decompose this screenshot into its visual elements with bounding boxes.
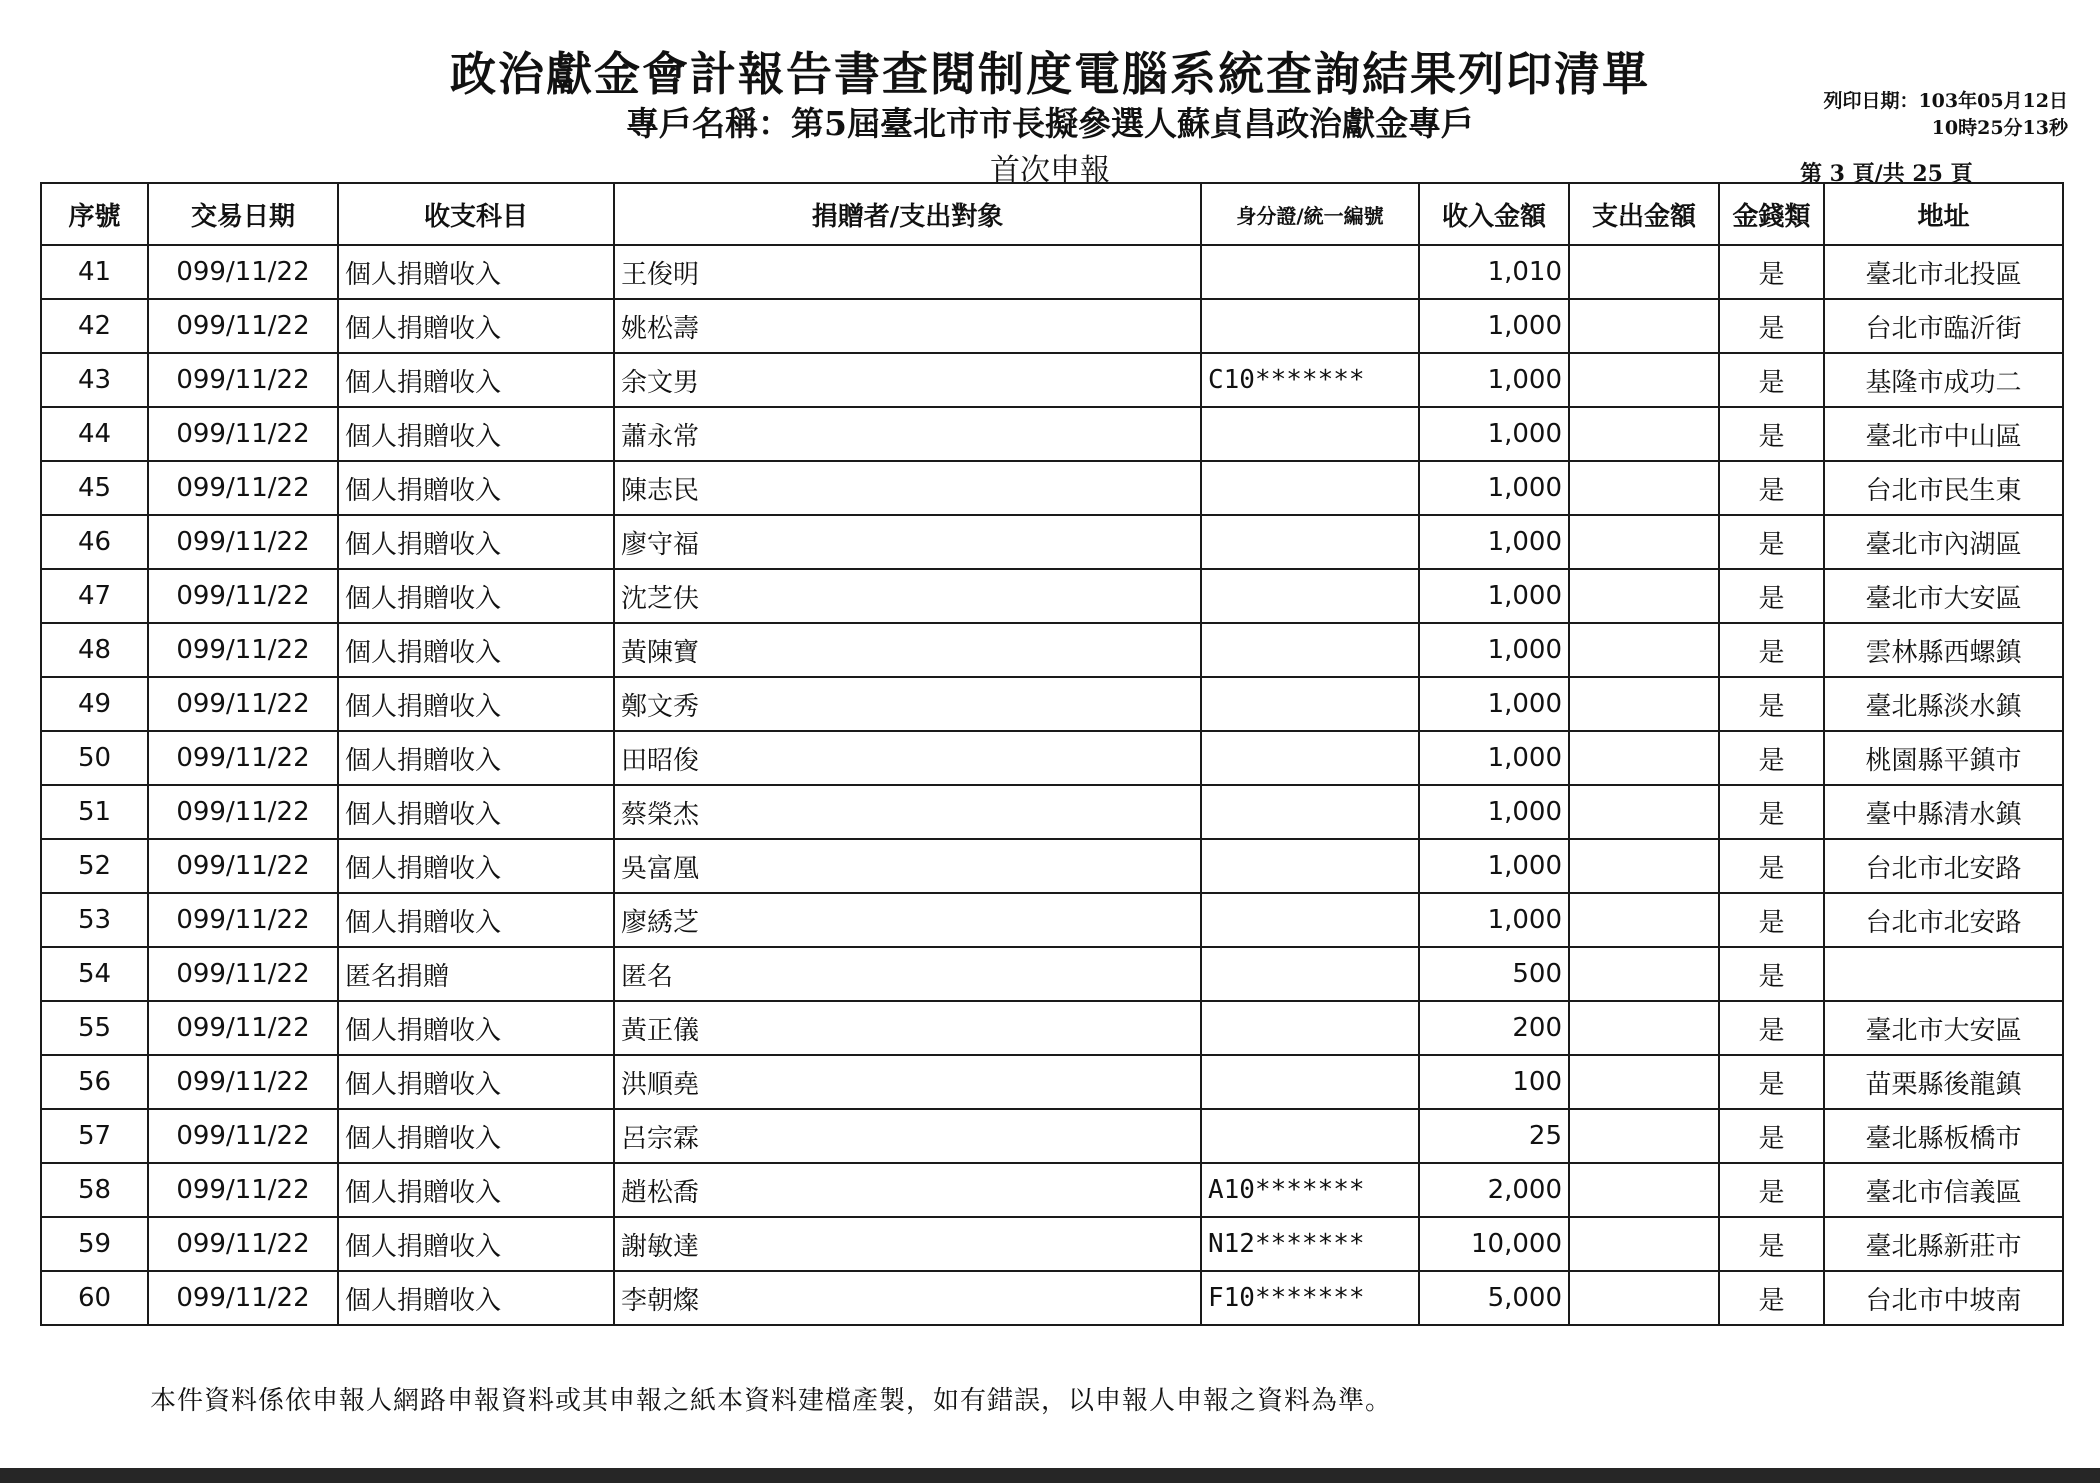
cell-date: 099/11/22 bbox=[148, 1055, 338, 1109]
cell-seq: 41 bbox=[41, 245, 148, 299]
cell-category: 個人捐贈收入 bbox=[338, 353, 614, 407]
cell-id bbox=[1201, 677, 1419, 731]
cell-income: 1,000 bbox=[1419, 785, 1569, 839]
table-row bbox=[41, 785, 2063, 839]
cell-donor: 廖綉芝 bbox=[614, 893, 1201, 947]
cell-id: N12******* bbox=[1201, 1217, 1419, 1271]
print-date: 列印日期：103年05月12日 bbox=[1823, 90, 2068, 112]
cell-date: 099/11/22 bbox=[148, 893, 338, 947]
cell-seq: 58 bbox=[41, 1163, 148, 1217]
column-header-date: 交易日期 bbox=[148, 183, 338, 245]
cell-income: 25 bbox=[1419, 1109, 1569, 1163]
cell-category: 個人捐贈收入 bbox=[338, 461, 614, 515]
cell-donor: 黃正儀 bbox=[614, 1001, 1201, 1055]
cell-income: 5,000 bbox=[1419, 1271, 1569, 1325]
cell-id bbox=[1201, 299, 1419, 353]
table-row bbox=[41, 1217, 2063, 1271]
cell-id bbox=[1201, 407, 1419, 461]
cell-seq: 60 bbox=[41, 1271, 148, 1325]
cell-category: 個人捐贈收入 bbox=[338, 1001, 614, 1055]
cell-income: 1,000 bbox=[1419, 623, 1569, 677]
cell-date: 099/11/22 bbox=[148, 1001, 338, 1055]
cell-expense bbox=[1569, 461, 1719, 515]
cell-expense bbox=[1569, 1001, 1719, 1055]
footnote: 本件資料係依申報人網路申報資料或其申報之紙本資料建檔產製，如有錯誤，以申報人申報之資料為準。 bbox=[150, 1386, 1393, 1416]
cell-date: 099/11/22 bbox=[148, 569, 338, 623]
cell-category: 個人捐贈收入 bbox=[338, 1163, 614, 1217]
cell-cash: 是 bbox=[1719, 1055, 1824, 1109]
column-header-category: 收支科目 bbox=[338, 183, 614, 245]
cell-id bbox=[1201, 623, 1419, 677]
cell-address: 臺北市北投區 bbox=[1824, 245, 2063, 299]
cell-expense bbox=[1569, 515, 1719, 569]
cell-category: 個人捐贈收入 bbox=[338, 569, 614, 623]
cell-date: 099/11/22 bbox=[148, 299, 338, 353]
cell-cash: 是 bbox=[1719, 1217, 1824, 1271]
cell-cash: 是 bbox=[1719, 461, 1824, 515]
cell-id: C10******* bbox=[1201, 353, 1419, 407]
cell-cash: 是 bbox=[1719, 1109, 1824, 1163]
cell-date: 099/11/22 bbox=[148, 1271, 338, 1325]
table-row bbox=[41, 1163, 2063, 1217]
column-header-cash: 金錢類 bbox=[1719, 183, 1824, 245]
table-row bbox=[41, 407, 2063, 461]
cell-donor: 謝敏達 bbox=[614, 1217, 1201, 1271]
cell-donor: 蕭永常 bbox=[614, 407, 1201, 461]
cell-donor: 鄭文秀 bbox=[614, 677, 1201, 731]
cell-donor: 黃陳寶 bbox=[614, 623, 1201, 677]
donation-table bbox=[40, 182, 2064, 1326]
cell-address: 臺北縣新莊市 bbox=[1824, 1217, 2063, 1271]
cell-id bbox=[1201, 893, 1419, 947]
cell-id bbox=[1201, 1109, 1419, 1163]
cell-date: 099/11/22 bbox=[148, 353, 338, 407]
cell-cash: 是 bbox=[1719, 893, 1824, 947]
cell-category: 個人捐贈收入 bbox=[338, 785, 614, 839]
report-type: 首次申報 bbox=[990, 153, 1110, 188]
cell-donor: 余文男 bbox=[614, 353, 1201, 407]
cell-expense bbox=[1569, 1055, 1719, 1109]
account-name: 專戶名稱：第5屆臺北市市長擬參選人蘇貞昌政治獻金專戶 bbox=[626, 104, 1474, 143]
cell-donor: 洪順堯 bbox=[614, 1055, 1201, 1109]
cell-address: 臺北市大安區 bbox=[1824, 569, 2063, 623]
cell-category: 個人捐贈收入 bbox=[338, 677, 614, 731]
cell-category: 個人捐贈收入 bbox=[338, 245, 614, 299]
scan-bottom-edge bbox=[0, 1468, 2100, 1483]
cell-date: 099/11/22 bbox=[148, 245, 338, 299]
cell-expense bbox=[1569, 947, 1719, 1001]
cell-address: 臺北市內湖區 bbox=[1824, 515, 2063, 569]
cell-category: 個人捐贈收入 bbox=[338, 839, 614, 893]
cell-seq: 46 bbox=[41, 515, 148, 569]
cell-date: 099/11/22 bbox=[148, 785, 338, 839]
cell-category: 個人捐贈收入 bbox=[338, 1271, 614, 1325]
cell-expense bbox=[1569, 353, 1719, 407]
cell-date: 099/11/22 bbox=[148, 461, 338, 515]
cell-address: 臺中縣清水鎮 bbox=[1824, 785, 2063, 839]
cell-date: 099/11/22 bbox=[148, 515, 338, 569]
table-row bbox=[41, 461, 2063, 515]
cell-donor: 李朝燦 bbox=[614, 1271, 1201, 1325]
cell-cash: 是 bbox=[1719, 299, 1824, 353]
cell-cash: 是 bbox=[1719, 677, 1824, 731]
cell-donor: 吳富凰 bbox=[614, 839, 1201, 893]
cell-seq: 43 bbox=[41, 353, 148, 407]
cell-expense bbox=[1569, 893, 1719, 947]
cell-income: 2,000 bbox=[1419, 1163, 1569, 1217]
cell-expense bbox=[1569, 1217, 1719, 1271]
table-row bbox=[41, 839, 2063, 893]
cell-address: 基隆市成功二 bbox=[1824, 353, 2063, 407]
cell-seq: 50 bbox=[41, 731, 148, 785]
cell-seq: 52 bbox=[41, 839, 148, 893]
cell-address: 台北市北安路 bbox=[1824, 839, 2063, 893]
cell-address: 臺北縣板橋市 bbox=[1824, 1109, 2063, 1163]
cell-id bbox=[1201, 1055, 1419, 1109]
table-row bbox=[41, 515, 2063, 569]
cell-seq: 51 bbox=[41, 785, 148, 839]
cell-cash: 是 bbox=[1719, 1001, 1824, 1055]
column-header-id: 身分證/統一編號 bbox=[1201, 183, 1419, 245]
cell-donor: 呂宗霖 bbox=[614, 1109, 1201, 1163]
cell-seq: 44 bbox=[41, 407, 148, 461]
cell-cash: 是 bbox=[1719, 839, 1824, 893]
cell-id bbox=[1201, 515, 1419, 569]
cell-date: 099/11/22 bbox=[148, 731, 338, 785]
cell-expense bbox=[1569, 839, 1719, 893]
cell-date: 099/11/22 bbox=[148, 947, 338, 1001]
column-header-seq: 序號 bbox=[41, 183, 148, 245]
cell-seq: 57 bbox=[41, 1109, 148, 1163]
cell-category: 個人捐贈收入 bbox=[338, 893, 614, 947]
cell-id bbox=[1201, 731, 1419, 785]
page-info: 第 3 頁/共 25 頁 bbox=[1800, 161, 1973, 187]
cell-income: 1,000 bbox=[1419, 461, 1569, 515]
column-header-donor: 捐贈者/支出對象 bbox=[614, 183, 1201, 245]
cell-id bbox=[1201, 785, 1419, 839]
cell-income: 1,000 bbox=[1419, 353, 1569, 407]
table-row bbox=[41, 623, 2063, 677]
cell-expense bbox=[1569, 569, 1719, 623]
table-row bbox=[41, 893, 2063, 947]
cell-expense bbox=[1569, 1271, 1719, 1325]
cell-category: 個人捐贈收入 bbox=[338, 407, 614, 461]
cell-category: 個人捐贈收入 bbox=[338, 731, 614, 785]
cell-cash: 是 bbox=[1719, 515, 1824, 569]
cell-id bbox=[1201, 1001, 1419, 1055]
cell-date: 099/11/22 bbox=[148, 839, 338, 893]
cell-cash: 是 bbox=[1719, 785, 1824, 839]
cell-date: 099/11/22 bbox=[148, 623, 338, 677]
cell-expense bbox=[1569, 677, 1719, 731]
cell-date: 099/11/22 bbox=[148, 407, 338, 461]
cell-id: F10******* bbox=[1201, 1271, 1419, 1325]
cell-seq: 59 bbox=[41, 1217, 148, 1271]
cell-income: 200 bbox=[1419, 1001, 1569, 1055]
cell-address: 台北市民生東 bbox=[1824, 461, 2063, 515]
cell-income: 500 bbox=[1419, 947, 1569, 1001]
cell-donor: 陳志民 bbox=[614, 461, 1201, 515]
print-info bbox=[1823, 88, 2068, 142]
cell-seq: 45 bbox=[41, 461, 148, 515]
cell-address: 台北市北安路 bbox=[1824, 893, 2063, 947]
cell-expense bbox=[1569, 1109, 1719, 1163]
cell-donor: 趙松喬 bbox=[614, 1163, 1201, 1217]
cell-income: 1,000 bbox=[1419, 731, 1569, 785]
cell-income: 1,000 bbox=[1419, 515, 1569, 569]
cell-id bbox=[1201, 569, 1419, 623]
table-row bbox=[41, 299, 2063, 353]
cell-address: 苗栗縣後龍鎮 bbox=[1824, 1055, 2063, 1109]
cell-expense bbox=[1569, 245, 1719, 299]
cell-date: 099/11/22 bbox=[148, 677, 338, 731]
table-row bbox=[41, 1271, 2063, 1325]
cell-date: 099/11/22 bbox=[148, 1217, 338, 1271]
cell-income: 1,000 bbox=[1419, 839, 1569, 893]
cell-category: 個人捐贈收入 bbox=[338, 1109, 614, 1163]
table-header-row bbox=[41, 183, 2063, 245]
cell-address: 台北市臨沂街 bbox=[1824, 299, 2063, 353]
cell-cash: 是 bbox=[1719, 1271, 1824, 1325]
cell-cash: 是 bbox=[1719, 353, 1824, 407]
cell-id bbox=[1201, 245, 1419, 299]
table-row bbox=[41, 245, 2063, 299]
cell-category: 個人捐贈收入 bbox=[338, 1217, 614, 1271]
cell-seq: 53 bbox=[41, 893, 148, 947]
cell-cash: 是 bbox=[1719, 569, 1824, 623]
cell-category: 個人捐贈收入 bbox=[338, 1055, 614, 1109]
cell-seq: 47 bbox=[41, 569, 148, 623]
cell-cash: 是 bbox=[1719, 731, 1824, 785]
table-row bbox=[41, 569, 2063, 623]
cell-address: 臺北縣淡水鎮 bbox=[1824, 677, 2063, 731]
cell-income: 1,010 bbox=[1419, 245, 1569, 299]
cell-date: 099/11/22 bbox=[148, 1109, 338, 1163]
cell-donor: 沈芝伕 bbox=[614, 569, 1201, 623]
cell-address: 臺北市中山區 bbox=[1824, 407, 2063, 461]
table-row bbox=[41, 677, 2063, 731]
cell-expense bbox=[1569, 623, 1719, 677]
table-row bbox=[41, 1055, 2063, 1109]
cell-expense bbox=[1569, 785, 1719, 839]
column-header-income: 收入金額 bbox=[1419, 183, 1569, 245]
cell-category: 個人捐贈收入 bbox=[338, 299, 614, 353]
cell-cash: 是 bbox=[1719, 947, 1824, 1001]
cell-expense bbox=[1569, 1163, 1719, 1217]
cell-seq: 54 bbox=[41, 947, 148, 1001]
cell-category: 個人捐贈收入 bbox=[338, 515, 614, 569]
cell-expense bbox=[1569, 299, 1719, 353]
cell-donor: 匿名 bbox=[614, 947, 1201, 1001]
cell-id bbox=[1201, 947, 1419, 1001]
cell-expense bbox=[1569, 407, 1719, 461]
cell-id bbox=[1201, 839, 1419, 893]
cell-address: 雲林縣西螺鎮 bbox=[1824, 623, 2063, 677]
cell-date: 099/11/22 bbox=[148, 1163, 338, 1217]
cell-income: 1,000 bbox=[1419, 299, 1569, 353]
report-title: 政治獻金會計報告書查閱制度電腦系統查詢結果列印清單 bbox=[450, 47, 1650, 101]
cell-income: 1,000 bbox=[1419, 677, 1569, 731]
cell-category: 匿名捐贈 bbox=[338, 947, 614, 1001]
column-header-expense: 支出金額 bbox=[1569, 183, 1719, 245]
cell-cash: 是 bbox=[1719, 245, 1824, 299]
cell-id bbox=[1201, 461, 1419, 515]
cell-seq: 48 bbox=[41, 623, 148, 677]
column-header-address: 地址 bbox=[1824, 183, 2063, 245]
cell-seq: 42 bbox=[41, 299, 148, 353]
cell-seq: 55 bbox=[41, 1001, 148, 1055]
print-time: 10時25分13秒 bbox=[1931, 117, 2068, 139]
cell-seq: 56 bbox=[41, 1055, 148, 1109]
table-row bbox=[41, 1109, 2063, 1163]
cell-income: 1,000 bbox=[1419, 407, 1569, 461]
table-row bbox=[41, 1001, 2063, 1055]
cell-address: 臺北市信義區 bbox=[1824, 1163, 2063, 1217]
table-row bbox=[41, 353, 2063, 407]
table-row bbox=[41, 947, 2063, 1001]
cell-expense bbox=[1569, 731, 1719, 785]
cell-address: 桃園縣平鎮市 bbox=[1824, 731, 2063, 785]
cell-income: 1,000 bbox=[1419, 893, 1569, 947]
cell-cash: 是 bbox=[1719, 1163, 1824, 1217]
cell-address bbox=[1824, 947, 2063, 1001]
cell-donor: 田昭俊 bbox=[614, 731, 1201, 785]
cell-address: 臺北市大安區 bbox=[1824, 1001, 2063, 1055]
cell-seq: 49 bbox=[41, 677, 148, 731]
cell-address: 台北市中坡南 bbox=[1824, 1271, 2063, 1325]
cell-donor: 王俊明 bbox=[614, 245, 1201, 299]
cell-donor: 姚松壽 bbox=[614, 299, 1201, 353]
cell-category: 個人捐贈收入 bbox=[338, 623, 614, 677]
cell-donor: 蔡榮杰 bbox=[614, 785, 1201, 839]
cell-income: 100 bbox=[1419, 1055, 1569, 1109]
cell-income: 1,000 bbox=[1419, 569, 1569, 623]
cell-cash: 是 bbox=[1719, 623, 1824, 677]
cell-income: 10,000 bbox=[1419, 1217, 1569, 1271]
cell-donor: 廖守福 bbox=[614, 515, 1201, 569]
cell-id: A10******* bbox=[1201, 1163, 1419, 1217]
table-row bbox=[41, 731, 2063, 785]
cell-cash: 是 bbox=[1719, 407, 1824, 461]
